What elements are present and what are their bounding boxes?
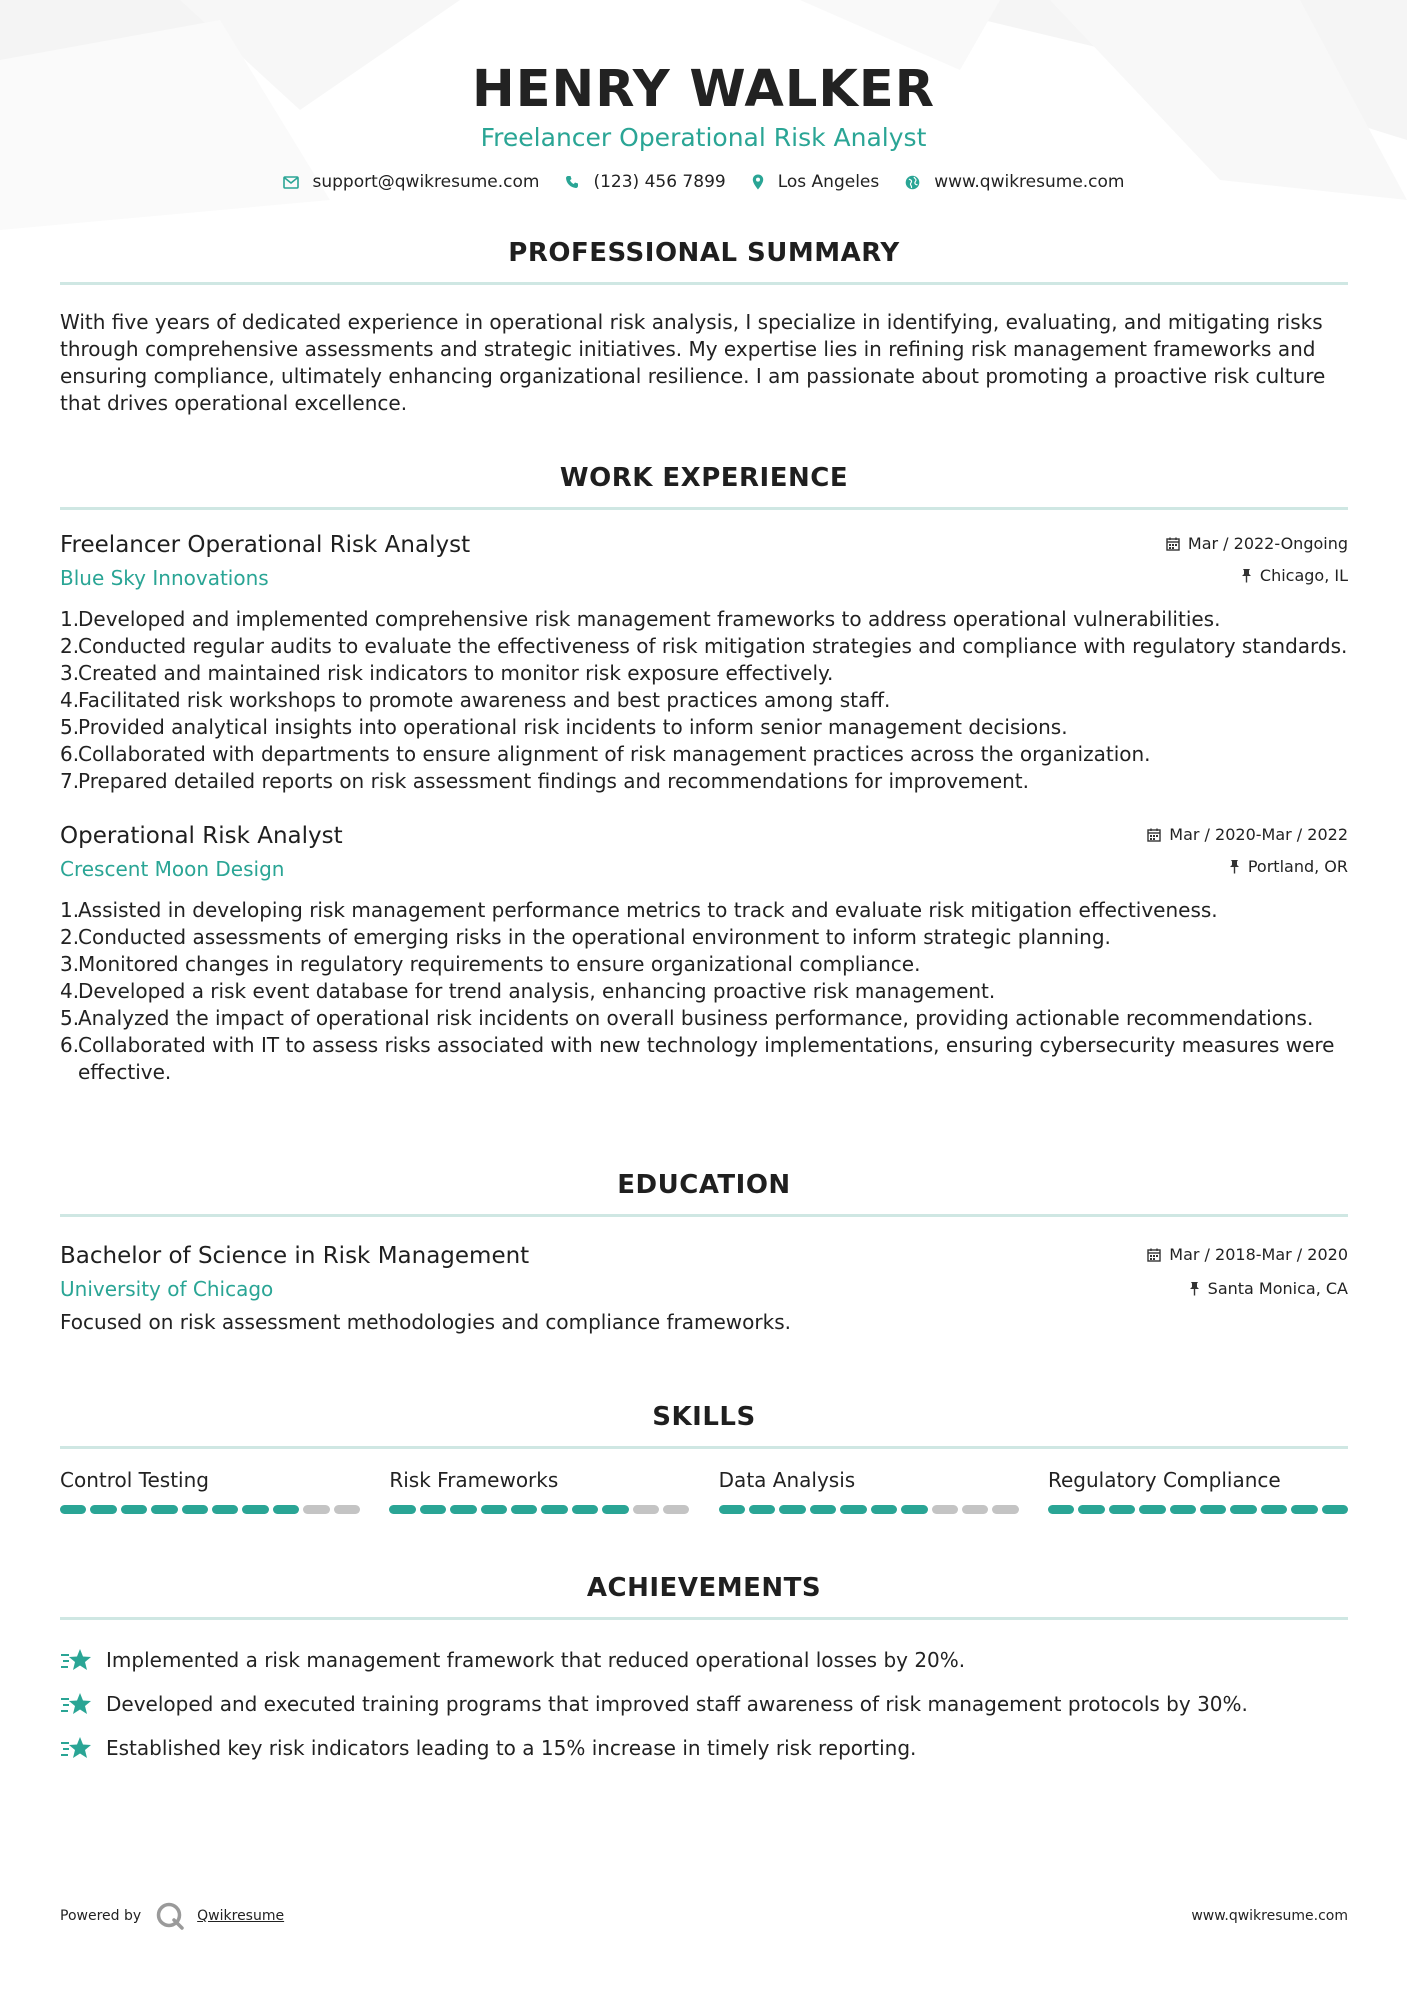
list-item: 5. Provided analytical insights into operational risk incidents to inform senior management decisions. — [60, 715, 1068, 739]
skills-heading: SKILLS — [652, 1402, 756, 1432]
skill-level-segment — [901, 1505, 927, 1514]
skill-level-segment — [572, 1505, 598, 1514]
skill-level-segment — [389, 1505, 415, 1514]
skill-level-segment — [663, 1505, 689, 1514]
education-header — [60, 1241, 1348, 1305]
education-location-text: Santa Monica, CA — [1207, 1279, 1348, 1298]
job-date — [1147, 825, 1348, 844]
skill-level-segment — [450, 1505, 476, 1514]
skill-level-segment — [1230, 1505, 1256, 1514]
job-header — [60, 530, 1348, 594]
skill-level-segment — [121, 1505, 147, 1514]
experience-section — [60, 462, 1348, 1086]
pushpin-icon — [1229, 859, 1240, 874]
pushpin-icon — [1189, 1281, 1200, 1296]
skill-level-segment — [719, 1505, 745, 1514]
list-item: 6. Collaborated with IT to assess risks associated with new technology implementations, ensuring cybersecurity measures were effective. — [60, 1033, 1335, 1084]
section-divider — [60, 1617, 1348, 1620]
star-icon — [60, 1691, 92, 1717]
skill-level-bar — [1048, 1505, 1348, 1514]
job-location — [1229, 857, 1348, 876]
resume-header — [0, 0, 1407, 192]
skill-level-segment — [1200, 1505, 1226, 1514]
job-date — [1166, 534, 1348, 553]
list-item: 3. Monitored changes in regulatory requirements to ensure organizational compliance. — [60, 952, 921, 976]
skill-level-segment — [810, 1505, 836, 1514]
job-entry — [60, 821, 1348, 1086]
job-location — [1241, 566, 1348, 585]
list-item: 3. Created and maintained risk indicators to monitor risk exposure effectively. — [60, 661, 834, 685]
job-company: Blue Sky Innovations — [60, 566, 269, 590]
skill-level-segment — [90, 1505, 116, 1514]
skill-level-segment — [871, 1505, 897, 1514]
calendar-icon — [1147, 1248, 1161, 1262]
skill-level-segment — [242, 1505, 268, 1514]
list-item: 4. Developed a risk event database for trend analysis, enhancing proactive risk management. — [60, 979, 996, 1003]
skill-level-segment — [992, 1505, 1018, 1514]
achievements-list — [60, 1638, 1348, 1770]
map-pin-icon — [752, 174, 764, 190]
contact-phone-text: (123) 456 7899 — [593, 172, 726, 192]
achievements-section — [60, 1572, 1348, 1770]
education-section — [60, 1169, 1348, 1335]
summary-text: With five years of dedicated experience in operational risk analysis, I specialize in identifying, evaluating, and mitigating risks through comprehensive assessments and strategic initiatives. My expertise lies in refining risk management frameworks and ensuring compliance, ultimately enhancing organizational resilience. I am passionate about promoting a proactive risk culture that drives operational excellence. — [60, 310, 1326, 415]
skill-level-bar — [719, 1505, 1019, 1514]
skill-level-segment — [779, 1505, 805, 1514]
phone-icon — [565, 175, 579, 189]
job-date-text: Mar / 2020-Mar / 2022 — [1169, 825, 1348, 844]
calendar-icon — [1147, 828, 1161, 842]
page-footer — [60, 1900, 1348, 1932]
skill-level-segment — [273, 1505, 299, 1514]
skill-item — [60, 1467, 360, 1514]
achievement-item — [60, 1638, 1348, 1682]
education-degree: Bachelor of Science in Risk Management — [60, 1243, 530, 1269]
contact-location-text: Los Angeles — [777, 172, 880, 192]
skill-name: Data Analysis — [718, 1468, 856, 1492]
achievement-item — [60, 1726, 1348, 1770]
list-item: 2. Conducted assessments of emerging risks in the operational environment to inform strategic planning. — [60, 925, 1111, 949]
skill-level-segment — [1261, 1505, 1287, 1514]
skills-grid — [60, 1467, 1348, 1514]
job-title: Freelancer Operational Risk Analyst — [60, 532, 471, 558]
skill-name: Control Testing — [60, 1468, 209, 1492]
section-divider — [60, 282, 1348, 285]
skill-level-segment — [749, 1505, 775, 1514]
skill-level-segment — [962, 1505, 988, 1514]
skills-section — [60, 1401, 1348, 1514]
skill-name: Regulatory Compliance — [1047, 1468, 1281, 1492]
job-location-text: Chicago, IL — [1259, 566, 1348, 585]
skill-level-bar — [60, 1505, 360, 1514]
skill-item — [1048, 1467, 1348, 1514]
summary-section — [60, 237, 1348, 417]
candidate-role: Freelancer Operational Risk Analyst — [480, 123, 927, 152]
skill-level-segment — [541, 1505, 567, 1514]
calendar-icon — [1166, 537, 1180, 551]
skill-level-segment — [1139, 1505, 1165, 1514]
skill-level-segment — [1322, 1505, 1348, 1514]
envelope-icon — [283, 176, 299, 189]
education-school: University of Chicago — [60, 1277, 274, 1301]
experience-heading: WORK EXPERIENCE — [559, 463, 849, 493]
education-location — [1189, 1279, 1348, 1298]
skill-level-segment — [1109, 1505, 1135, 1514]
job-entry — [60, 530, 1348, 795]
education-entry — [60, 1241, 1348, 1335]
achievement-text: Established key risk indicators leading to a 15% increase in timely risk reporting. — [106, 1736, 917, 1760]
star-icon — [60, 1735, 92, 1761]
footer-website[interactable]: www.qwikresume.com — [1191, 1908, 1348, 1924]
contact-email[interactable] — [283, 172, 540, 192]
skill-level-segment — [633, 1505, 659, 1514]
education-heading: EDUCATION — [617, 1170, 791, 1200]
footer-branding — [60, 1901, 284, 1931]
list-item: 2. Conducted regular audits to evaluate the effectiveness of risk mitigation strategies and compliance with regulatory standards. — [60, 634, 1348, 658]
skill-level-segment — [212, 1505, 238, 1514]
list-item: 1. Assisted in developing risk management performance metrics to track and evaluate risk mitigation effectiveness. — [60, 898, 1218, 922]
pushpin-icon — [1241, 568, 1252, 583]
contact-website-text: www.qwikresume.com — [934, 172, 1125, 192]
footer-brand-link[interactable]: Qwikresume — [197, 1908, 285, 1924]
achievements-heading: ACHIEVEMENTS — [586, 1573, 822, 1603]
achievement-text: Implemented a risk management framework that reduced operational losses by 20%. — [106, 1648, 966, 1672]
job-location-text: Portland, OR — [1247, 857, 1348, 876]
skill-level-segment — [151, 1505, 177, 1514]
contact-website[interactable] — [905, 172, 1124, 192]
skill-item — [719, 1467, 1019, 1514]
achievement-text: Developed and executed training programs that improved staff awareness of risk management protocols by 30%. — [106, 1692, 1248, 1716]
skill-level-segment — [182, 1505, 208, 1514]
list-item: 6. Collaborated with departments to ensure alignment of risk management practices across the organization. — [60, 742, 1151, 766]
contact-email-text: support@qwikresume.com — [312, 172, 540, 192]
contact-bar — [0, 172, 1407, 192]
skill-level-segment — [932, 1505, 958, 1514]
skill-level-segment — [420, 1505, 446, 1514]
list-item: 4. Facilitated risk workshops to promote awareness and best practices among staff. — [60, 688, 891, 712]
list-item: 1. Developed and implemented comprehensive risk management frameworks to address operational vulnerabilities. — [60, 607, 1221, 631]
skill-level-segment — [1048, 1505, 1074, 1514]
education-description: Focused on risk assessment methodologies and compliance frameworks. — [60, 1310, 791, 1334]
section-divider — [60, 507, 1348, 510]
education-date — [1147, 1245, 1348, 1264]
star-icon — [60, 1647, 92, 1673]
section-divider — [60, 1214, 1348, 1217]
summary-heading: PROFESSIONAL SUMMARY — [508, 238, 900, 268]
job-date-text: Mar / 2022-Ongoing — [1187, 534, 1348, 553]
list-item: 7. Prepared detailed reports on risk assessment findings and recommendations for improvement. — [60, 769, 1030, 793]
skill-level-segment — [602, 1505, 628, 1514]
section-divider — [60, 1446, 1348, 1449]
contact-phone[interactable] — [565, 172, 725, 192]
skill-level-segment — [1291, 1505, 1317, 1514]
qwikresume-logo-icon — [155, 1901, 185, 1931]
contact-location — [752, 172, 880, 192]
job-bullets — [60, 897, 1348, 1086]
job-title: Operational Risk Analyst — [60, 823, 343, 849]
candidate-name: HENRY WALKER — [472, 60, 935, 119]
job-company: Crescent Moon Design — [60, 857, 285, 881]
footer-powered-by: Powered by — [60, 1908, 142, 1924]
job-bullets — [60, 606, 1348, 795]
skill-level-segment — [1078, 1505, 1104, 1514]
skill-level-segment — [60, 1505, 86, 1514]
job-header — [60, 821, 1348, 885]
skill-level-segment — [481, 1505, 507, 1514]
skill-name: Risk Frameworks — [389, 1468, 559, 1492]
education-date-text: Mar / 2018-Mar / 2020 — [1169, 1245, 1348, 1264]
skill-level-segment — [303, 1505, 329, 1514]
list-item: 5. Analyzed the impact of operational risk incidents on overall business performance, providing actionable recommendations. — [60, 1006, 1314, 1030]
skill-item — [389, 1467, 689, 1514]
skill-level-bar — [389, 1505, 689, 1514]
achievement-item — [60, 1682, 1348, 1726]
skill-level-segment — [1170, 1505, 1196, 1514]
skill-level-segment — [511, 1505, 537, 1514]
skill-level-segment — [840, 1505, 866, 1514]
skill-level-segment — [334, 1505, 360, 1514]
globe-icon — [905, 175, 920, 190]
